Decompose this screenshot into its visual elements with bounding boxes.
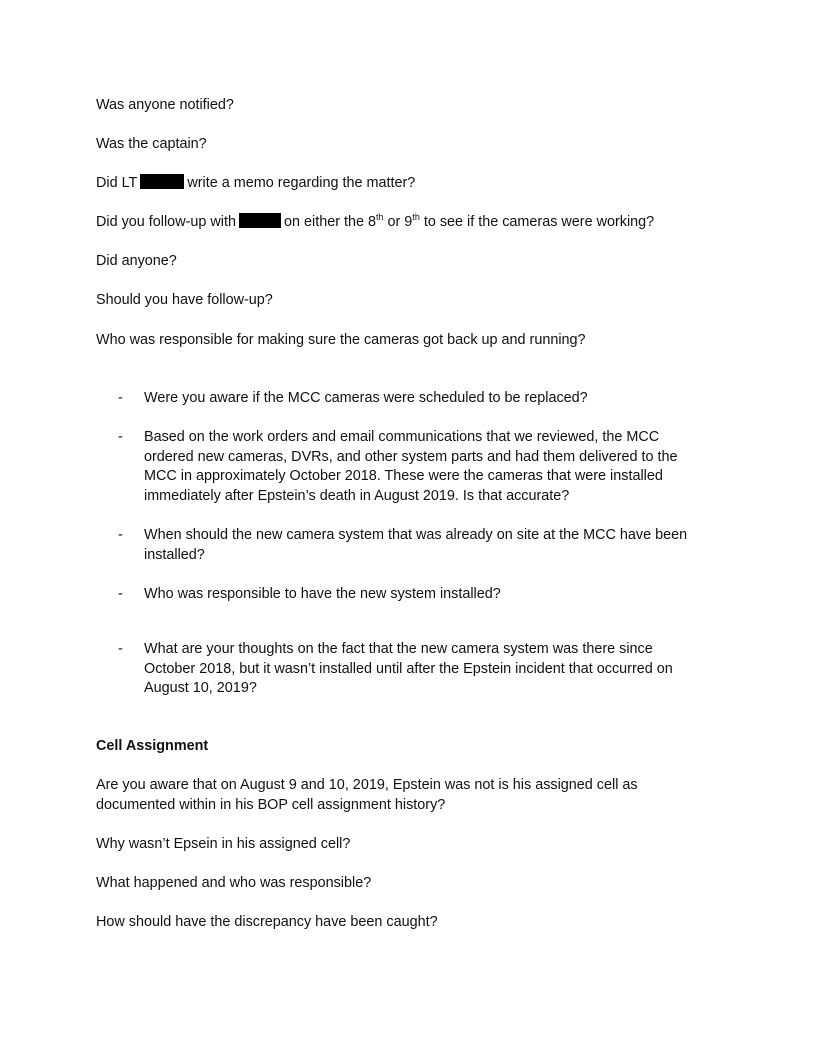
bullet-text: Were you aware if the MCC cameras were scheduled to be replaced? <box>144 390 588 406</box>
question-why-not-assigned-cell: Why wasn’t Epsein in his assigned cell? <box>96 836 351 852</box>
bullet-dash: - <box>118 586 123 602</box>
question-captain: Was the captain? <box>96 136 207 152</box>
question-who-responsible-cameras: Who was responsible for making sure the cameras got back up and running? <box>96 332 586 348</box>
followup-text-after: to see if the cameras were working? <box>419 214 655 230</box>
bullet-dash: - <box>118 527 123 543</box>
bullet-dash: - <box>118 390 123 406</box>
followup-text-or: or 9 <box>383 214 413 230</box>
followup-text-middle: on either the 8 <box>283 214 376 230</box>
question-aware-assigned-cell: Are you aware that on August 9 and 10, 2019, Epstein was not is his assigned cell as documented within in his BOP cell assignment history? <box>96 777 638 813</box>
question-did-anyone: Did anyone? <box>96 253 177 269</box>
section-heading-cell-assignment: Cell Assignment <box>96 738 209 754</box>
bullet-text: When should the new camera system that was already on site at the MCC have been installed? <box>144 527 688 563</box>
question-what-happened: What happened and who was responsible? <box>96 875 372 891</box>
followup-text-before: Did you follow-up with <box>96 214 236 230</box>
bullet-text: Who was responsible to have the new system installed? <box>144 586 501 602</box>
question-discrepancy-caught: How should have the discrepancy have been caught? <box>96 914 438 930</box>
question-should-followup: Should you have follow-up? <box>96 292 273 308</box>
followup-sup-1: th <box>376 212 384 223</box>
bullet-dash: - <box>118 429 123 445</box>
redaction-box <box>239 213 281 228</box>
redaction-box <box>140 174 184 189</box>
question-memo <box>96 174 716 194</box>
question-followup <box>96 213 716 233</box>
question-anyone-notified: Was anyone notified? <box>96 97 234 113</box>
bullet-dash: - <box>118 641 123 657</box>
memo-text-before: Did LT <box>96 175 138 191</box>
memo-text-after: write a memo regarding the matter? <box>187 175 416 191</box>
bullet-text: Based on the work orders and email communications that we reviewed, the MCC ordered new cameras, DVRs, and other system parts and had them delivered to the MCC in approximately October 2018. These were the cameras that were installed immediately after Epstein’s death in August 2019. Is that accurate? <box>144 429 678 504</box>
bullet-text: What are your thoughts on the fact that the new camera system was there since October 2018, but it wasn’t installed until after the Epstein incident that occurred on August 10, 2019? <box>144 641 673 696</box>
followup-sup-2: th <box>412 212 420 223</box>
